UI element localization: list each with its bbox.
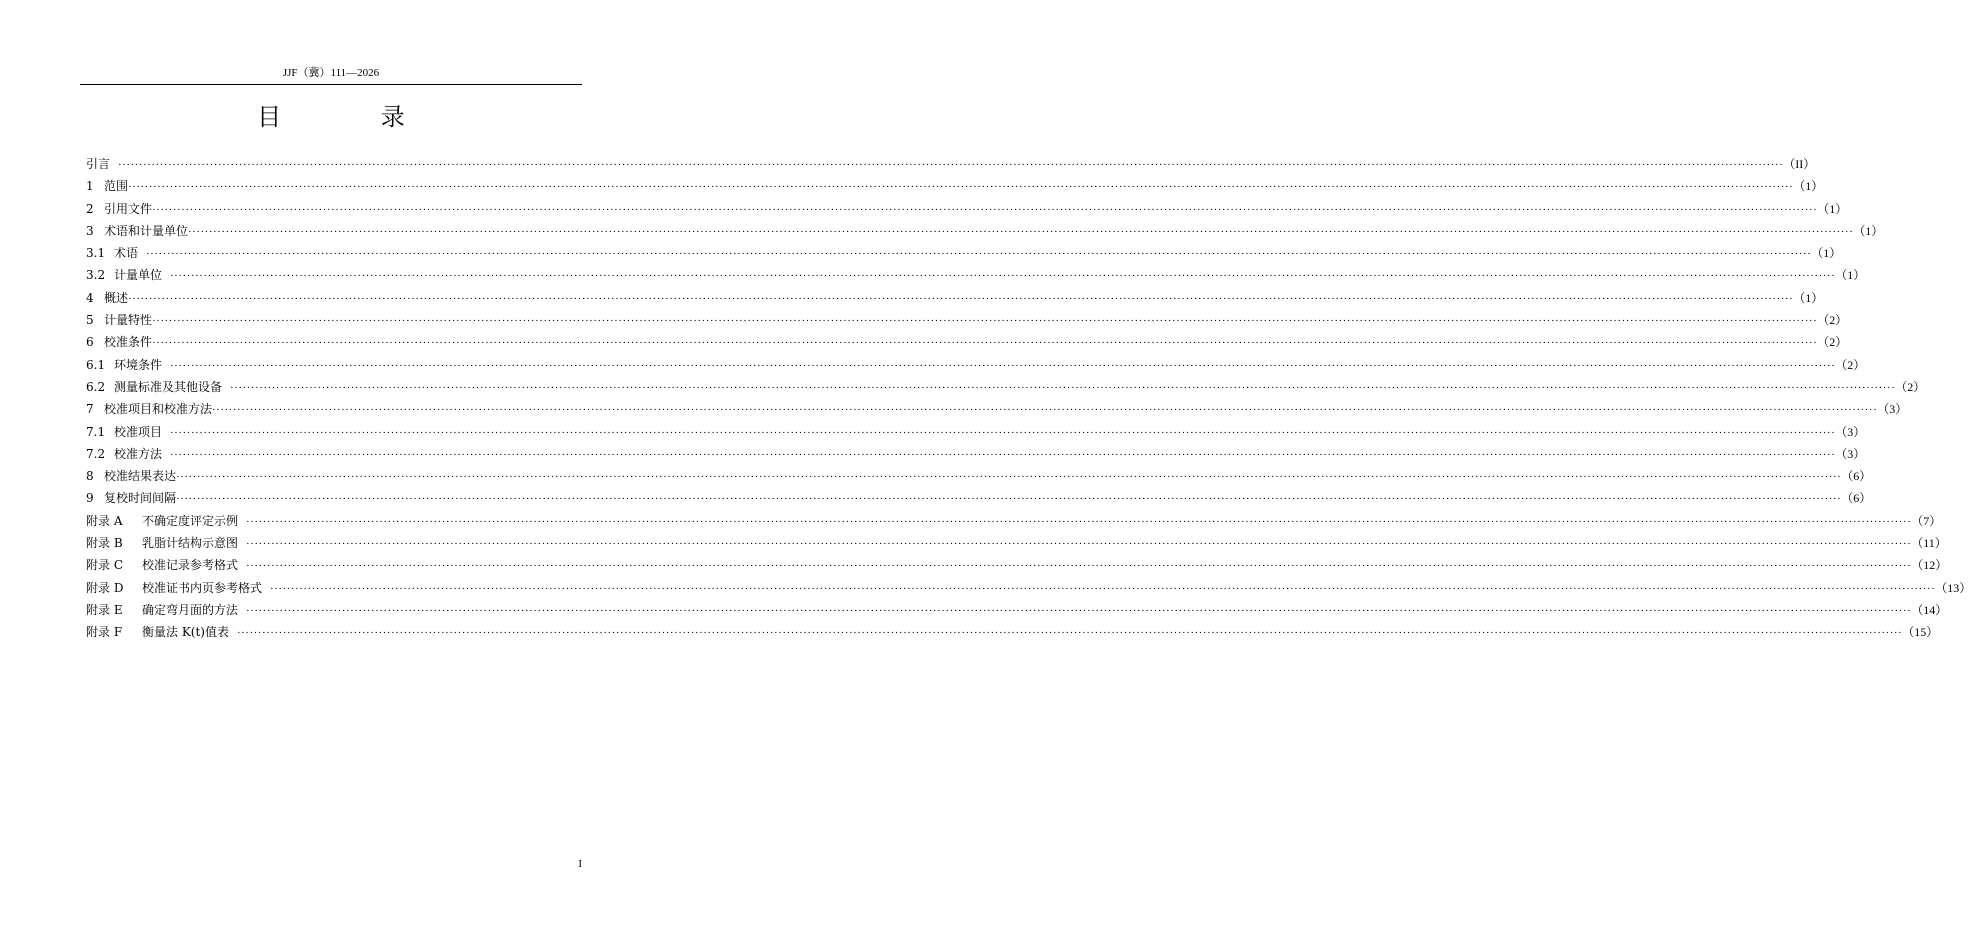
- toc-leader-dots: ················································································································································································································································································································································································································: [170, 426, 1836, 439]
- toc-entry[interactable]: [86, 332, 1848, 354]
- toc-entry[interactable]: [86, 422, 1866, 444]
- toc-entry[interactable]: [86, 488, 1872, 510]
- toc-entry-number: 8: [86, 469, 94, 484]
- toc-entry-page: （2）: [1817, 335, 1848, 350]
- toc-entry-page: （13）: [1935, 580, 1971, 595]
- toc-entry-page: （11）: [1911, 536, 1947, 551]
- toc-entry-page: （6）: [1841, 469, 1872, 484]
- toc-leader-dots: ················································································································································································································································································································································································································: [212, 404, 1878, 417]
- toc-leader-dots: ················································································································································································································································································································································································································: [152, 337, 1818, 350]
- toc-leader-dots: ················································································································································································································································································································································································································: [176, 493, 1842, 506]
- toc-entry-title: 引言: [86, 157, 111, 171]
- toc-entry-page: （1）: [1853, 223, 1884, 238]
- toc-entry-page: （2）: [1895, 379, 1926, 394]
- toc-leader-dots: ················································································································································································································································································································································································································: [128, 292, 1794, 305]
- toc-leader-dots: ················································································································································································································································································································································································································: [270, 582, 1936, 595]
- toc-entry-number: 5: [86, 313, 94, 328]
- toc-entry[interactable]: [86, 600, 1948, 622]
- toc-entry-page: （1）: [1811, 246, 1842, 261]
- toc-entry-title: 引用文件: [104, 201, 153, 216]
- toc-leader-dots: ················································································································································································································································································································································································································: [170, 359, 1836, 372]
- toc-entry-page: （1）: [1793, 290, 1824, 305]
- toc-entry[interactable]: [86, 399, 1908, 421]
- toc-entry-page: （6）: [1841, 491, 1872, 506]
- page-title: 目 录: [257, 103, 451, 131]
- toc-entry-title: 术语: [114, 246, 139, 261]
- toc-entry-title: 校准条件: [104, 335, 153, 350]
- toc-entry[interactable]: [86, 444, 1866, 466]
- toc-leader-dots: ················································································································································································································································································································································································································: [152, 315, 1818, 328]
- header-rule: [80, 84, 582, 85]
- toc-entry-page: （3）: [1835, 424, 1866, 439]
- toc-entry[interactable]: [86, 310, 1848, 332]
- toc-entry-page: （3）: [1877, 402, 1908, 417]
- toc-entry[interactable]: [86, 288, 1824, 310]
- toc-entry-number: 附录 B: [86, 536, 123, 551]
- toc-entry-number: 附录 F: [86, 625, 123, 640]
- toc-entry[interactable]: [86, 377, 1926, 399]
- toc-entry-number: 附录 D: [86, 580, 124, 595]
- toc-entry-page: （7）: [1911, 513, 1942, 528]
- toc-entry-title: 确定弯月面的方法: [142, 602, 239, 617]
- toc-entry-title: 校准证书内页参考格式: [142, 580, 263, 595]
- toc-leader-dots: ················································································································································································································································································································································································································: [246, 560, 1912, 573]
- toc-leader-dots: ················································································································································································································································································································································································································: [152, 203, 1818, 216]
- toc-leader-dots: ················································································································································································································································································································································································································: [188, 225, 1854, 238]
- toc-entry-page: （II）: [1783, 157, 1816, 171]
- toc-entry-number: 附录 A: [86, 513, 123, 528]
- toc-entry[interactable]: [86, 622, 1939, 644]
- toc-entry[interactable]: [86, 243, 1842, 265]
- toc-entry-number: 2: [86, 201, 94, 216]
- toc-leader-dots: ················································································································································································································································································································································································································: [128, 181, 1794, 194]
- toc-entry[interactable]: [86, 578, 1971, 600]
- toc-entry-page: （15）: [1902, 625, 1939, 640]
- toc-entry-title: 计量单位: [114, 268, 163, 283]
- toc-entry-page: （3）: [1835, 446, 1866, 461]
- toc-entry-number: 1: [86, 179, 94, 194]
- table-of-contents: [86, 154, 1971, 645]
- toc-entry-number: 7.2: [86, 446, 106, 461]
- toc-leader-dots: ················································································································································································································································································································································································································: [230, 381, 1896, 394]
- toc-entry-page: （1）: [1835, 268, 1866, 283]
- toc-entry[interactable]: [86, 221, 1884, 243]
- toc-leader-dots: ················································································································································································································································································································································································································: [170, 270, 1836, 283]
- toc-entry-title: 衡量法 K(t)值表: [142, 625, 229, 640]
- toc-leader-dots: ················································································································································································································································································································································································································: [146, 248, 1812, 261]
- toc-entry-number: 4: [86, 290, 94, 305]
- toc-leader-dots: ················································································································································································································································································································································································································: [246, 538, 1912, 551]
- toc-entry[interactable]: [86, 265, 1866, 287]
- toc-entry[interactable]: [86, 466, 1872, 488]
- toc-leader-dots: ················································································································································································································································································································································································································: [246, 515, 1912, 528]
- toc-entry-title: 不确定度评定示例: [142, 513, 239, 528]
- toc-entry-number: 附录 E: [86, 602, 123, 617]
- toc-leader-dots: ················································································································································································································································································································································································································: [236, 627, 1903, 640]
- toc-entry-title: 校准方法: [114, 446, 163, 461]
- toc-entry-number: 6.1: [86, 357, 106, 372]
- toc-leader-dots: ················································································································································································································································································································································································································: [118, 159, 1784, 171]
- toc-entry-page: （14）: [1911, 602, 1948, 617]
- toc-entry-page: （12）: [1911, 558, 1948, 573]
- toc-entry[interactable]: [86, 511, 1942, 533]
- toc-entry-number: 9: [86, 491, 94, 506]
- toc-entry-page: （1）: [1817, 201, 1848, 216]
- toc-entry[interactable]: [86, 199, 1848, 221]
- toc-entry-title: 乳脂计结构示意图: [142, 536, 239, 551]
- toc-entry-title: 复校时间间隔: [104, 491, 177, 506]
- toc-entry-title: 术语和计量单位: [104, 223, 189, 238]
- toc-entry-number: 7: [86, 402, 94, 417]
- toc-entry-page: （2）: [1835, 357, 1866, 372]
- toc-entry[interactable]: [86, 355, 1866, 377]
- toc-entry-title: 测量标准及其他设备: [114, 379, 223, 394]
- toc-entry-number: 6: [86, 335, 94, 350]
- toc-entry[interactable]: [86, 176, 1824, 198]
- toc-entry-title: 环境条件: [114, 357, 163, 372]
- toc-entry-number: 附录 C: [86, 558, 123, 573]
- page-number: I: [578, 858, 582, 870]
- toc-leader-dots: ················································································································································································································································································································································································································: [246, 604, 1912, 617]
- toc-entry-page: （1）: [1793, 179, 1824, 194]
- toc-entry-number: 3.1: [86, 246, 106, 261]
- toc-entry-title: 计量特性: [104, 313, 153, 328]
- toc-entry-number: 3: [86, 223, 94, 238]
- toc-entry-title: 校准结果表达: [104, 469, 177, 484]
- toc-leader-dots: ················································································································································································································································································································································································································: [176, 471, 1842, 484]
- document-header: JJF（冀）111—2026: [282, 67, 380, 79]
- toc-leader-dots: ················································································································································································································································································································································································································: [170, 448, 1836, 461]
- toc-entry-number: 7.1: [86, 424, 106, 439]
- toc-entry-number: 3.2: [86, 268, 106, 283]
- toc-entry-number: 6.2: [86, 379, 106, 394]
- toc-entry[interactable]: [86, 555, 1948, 577]
- toc-entry-title: 校准项目: [114, 424, 163, 439]
- toc-entry-page: （2）: [1817, 313, 1848, 328]
- toc-entry-title: 校准项目和校准方法: [104, 402, 213, 417]
- toc-entry-title: 概述: [104, 290, 129, 305]
- toc-entry-title: 范围: [104, 179, 129, 194]
- toc-entry-title: 校准记录参考格式: [142, 558, 239, 573]
- toc-entry[interactable]: [86, 533, 1947, 555]
- toc-entry[interactable]: [86, 154, 1816, 176]
